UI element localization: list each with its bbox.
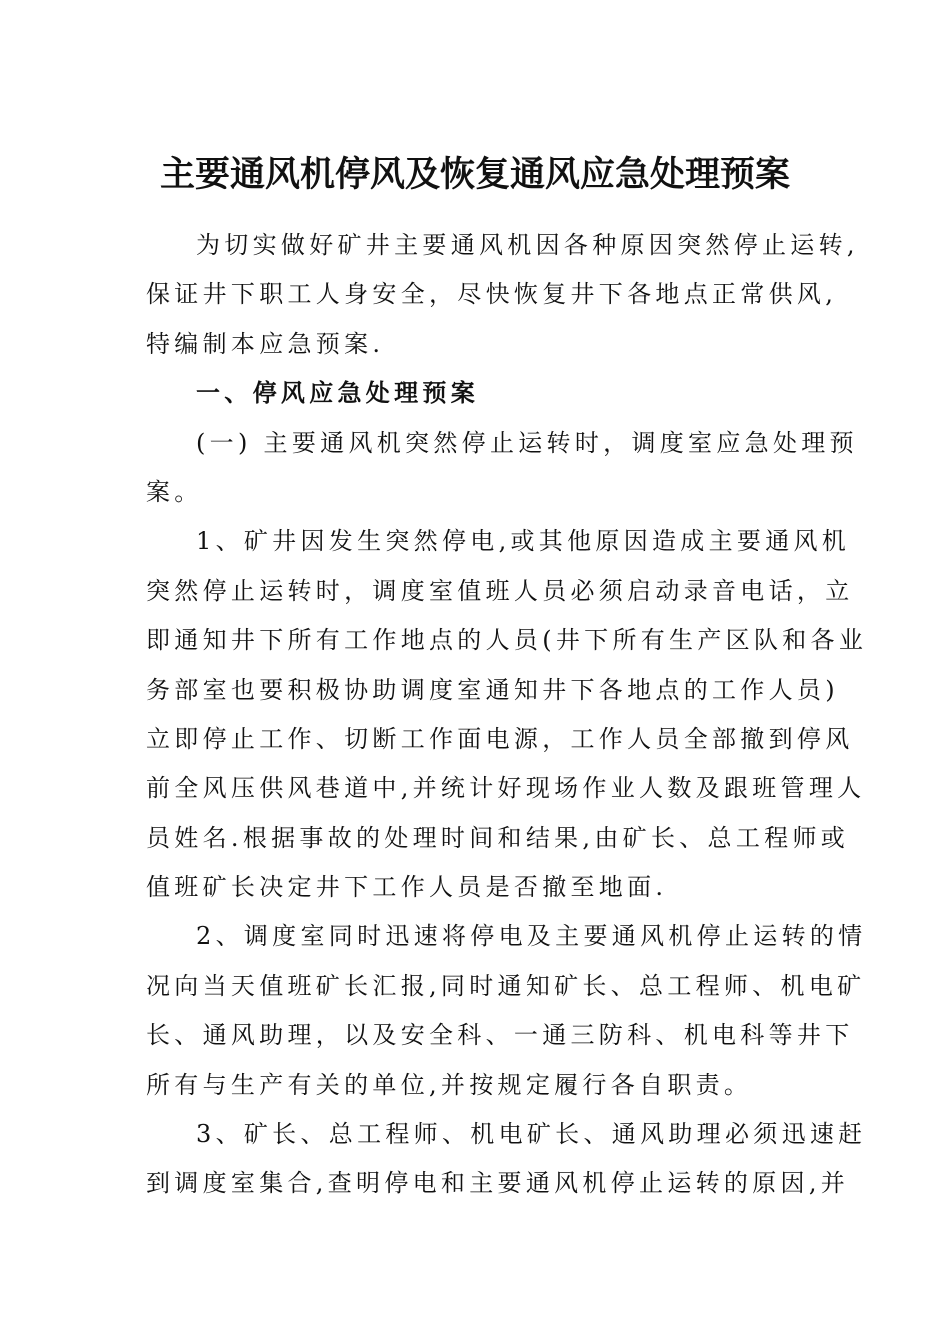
paragraph-line: 即通知井下所有工作地点的人员(井下所有生产区队和各业 [146,626,868,655]
document-title: 主要通风机停风及恢复通风应急处理预案 [159,155,790,195]
paragraph-line: 为切实做好矿井主要通风机因各种原因突然停止运转, [196,231,859,259]
paragraph-line: 立即停止工作、切断工作面电源，工作人员全部撤到停风 [146,724,854,753]
paragraph-line: 2、调度室同时迅速将停电及主要通风机停止运转的情 [196,922,867,951]
paragraph-line: 案。 [146,477,203,506]
section-heading: 一、停风应急处理预案 [196,379,479,408]
paragraph-line: 长、通风助理，以及安全科、一通三防科、机电科等井下 [146,1021,854,1050]
paragraph-line: 1、矿井因发生突然停电,或其他原因造成主要通风机 [196,527,851,556]
document-body [146,221,868,1209]
subsection-heading: (一) 主要通风机突然停止运转时，调度室应急处理预 [196,428,858,457]
paragraph-line: 前全风压供风巷道中,并统计好现场作业人数及跟班管理人 [146,774,866,803]
paragraph-line: 特编制本应急预案. [146,329,385,358]
paragraph-line: 所有与生产有关的单位,并按规定履行各自职责。 [146,1070,753,1099]
paragraph-line: 况向当天值班矿长汇报,同时通知矿长、总工程师、机电矿 [146,971,866,1000]
paragraph-line: 员姓名.根据事故的处理时间和结果,由矿长、总工程师或 [146,823,850,852]
paragraph-line: 保证井下职工人身安全，尽快恢复井下各地点正常供风, [146,280,838,309]
paragraph-line: 务部室也要积极协助调度室通知井下各地点的工作人员) [146,675,839,704]
paragraph-line: 到调度室集合,查明停电和主要通风机停止运转的原因,并 [146,1169,850,1198]
paragraph-line: 值班矿长决定井下工作人员是否撤至地面. [146,873,668,902]
paragraph-line: 3、矿长、总工程师、机电矿长、通风助理必须迅速赶 [196,1120,867,1149]
paragraph-line: 突然停止运转时，调度室值班人员必须启动录音电话，立 [146,576,854,605]
